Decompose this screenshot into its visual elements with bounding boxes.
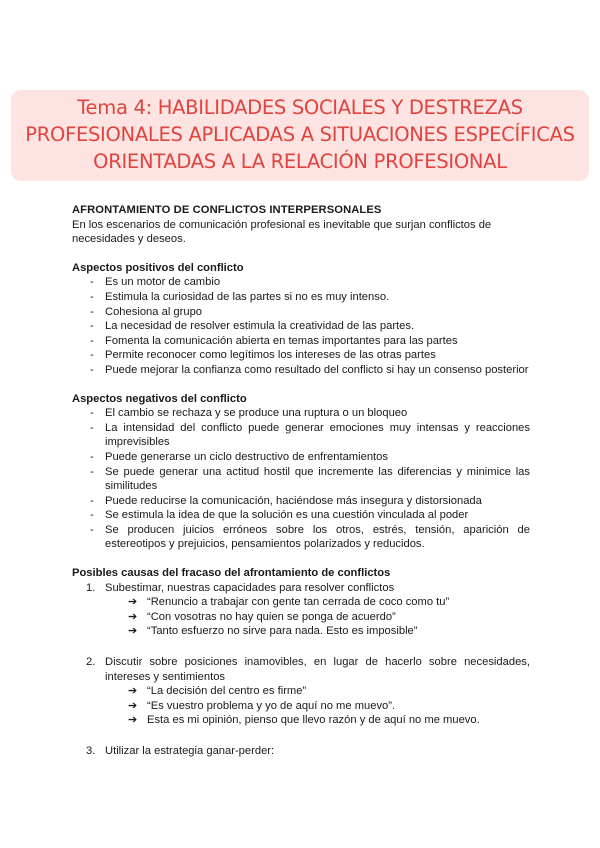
cause-text: Discutir sobre posiciones inamovibles, en lugar de hacerlo sobre necesidades, intereses y sentimientos	[105, 656, 530, 683]
dash-bullet: -	[90, 363, 94, 376]
positives-heading: Aspectos positivos del conflicto	[72, 261, 244, 274]
dash-bullet: -	[90, 407, 94, 420]
title-highlight	[11, 90, 588, 181]
list-item: - Es un motor de cambio	[90, 276, 221, 289]
list-item: - Cohesiona al grupo	[90, 305, 203, 318]
positives-list	[72, 275, 530, 377]
cause-text: Utilizar la estrategia ganar-perder:	[105, 745, 275, 757]
list-item: - Se puede generar una actitud hostil que incremente las diferencias y minimice las similitudes	[90, 465, 530, 493]
list-item: - La necesidad de resolver estimula la creatividad de las partes.	[90, 320, 415, 333]
dash-bullet: -	[90, 465, 94, 478]
page-title-line-2: PROFESIONALES APLICADAS A SITUACIONES ESPECÍFICAS	[25, 123, 575, 146]
quote-list	[72, 595, 530, 639]
list-item: ➔ “La decisión del centro es firme”	[128, 685, 307, 698]
list-number: 1.	[86, 581, 96, 594]
quote-list	[72, 684, 530, 728]
title-area	[0, 90, 600, 181]
dash-bullet: -	[90, 421, 94, 434]
arrow-right-icon: ➔	[128, 699, 138, 712]
list-item	[72, 655, 530, 728]
dash-bullet: -	[90, 305, 94, 318]
dash-bullet: -	[90, 334, 94, 347]
list-item: - La intensidad del conflicto puede generar emociones muy intensas y reacciones imprevisibles	[90, 421, 530, 449]
arrow-right-icon: ➔	[128, 714, 138, 727]
list-item: ➔ “Tanto esfuerzo no sirve para nada. Esto es imposible”	[128, 625, 418, 638]
dash-bullet: -	[90, 494, 94, 507]
dash-bullet: -	[90, 509, 94, 522]
dash-bullet: -	[90, 450, 94, 463]
list-item: ➔ “Es vuestro problema y yo de aquí no me muevo”.	[128, 699, 396, 712]
section-heading: AFRONTAMIENTO DE CONFLICTOS INTERPERSONALES	[72, 204, 382, 216]
negatives-list	[72, 406, 530, 552]
arrow-right-icon: ➔	[128, 685, 138, 698]
causes-heading: Posibles causas del fracaso del afrontamiento de conflictos	[72, 567, 391, 580]
list-item: - Permite reconocer como legítimos los intereses de las otras partes	[90, 349, 436, 362]
dash-bullet: -	[90, 523, 94, 536]
arrow-right-icon: ➔	[128, 625, 138, 638]
list-item: - Puede mejorar la confianza como resultado del conflicto si hay un consenso posterior	[90, 363, 529, 376]
list-number: 2.	[86, 656, 96, 669]
dash-bullet: -	[90, 290, 94, 303]
dash-bullet: -	[90, 276, 94, 289]
dash-bullet: -	[90, 349, 94, 362]
list-item	[72, 744, 530, 759]
section-intro: En los escenarios de comunicación profesional es inevitable que surjan conflictos de necesidades y deseos.	[72, 218, 492, 246]
document-body	[72, 203, 530, 759]
list-item: - Estimula la curiosidad de las partes si no es muy intenso.	[90, 290, 390, 303]
arrow-right-icon: ➔	[128, 610, 138, 623]
negatives-heading: Aspectos negativos del conflicto	[72, 392, 247, 405]
arrow-right-icon: ➔	[128, 596, 138, 609]
list-item: - El cambio se rechaza y se produce una ruptura o un bloqueo	[90, 407, 408, 420]
list-item: - Fomenta la comunicación abierta en temas importantes para las partes	[90, 334, 458, 347]
list-item: ➔ Esta es mi opinión, pienso que llevo razón y de aquí no me muevo.	[128, 714, 480, 727]
list-item: ➔ “Con vosotras no hay quien se ponga de acuerdo”	[128, 610, 396, 623]
causes-list	[72, 581, 530, 759]
spacer	[72, 728, 530, 744]
list-item: - Se estimula la idea de que la solución es una cuestión vinculada al poder	[90, 509, 469, 522]
list-item: - Puede generarse un ciclo destructivo de enfrentamientos	[90, 450, 388, 463]
cause-text: Subestimar, nuestras capacidades para resolver conflictos	[105, 581, 395, 594]
page-title-line-1: Tema 4: HABILIDADES SOCIALES Y DESTREZAS	[77, 96, 523, 119]
list-item	[72, 581, 530, 639]
list-item: ➔ “Renuncio a trabajar con gente tan cerrada de coco como tu”	[128, 596, 450, 609]
list-item: - Se producen juicios erróneos sobre los otros, estrés, tensión, aparición de estereotipos y prejuicios, pensamientos polarizados y reducidos.	[90, 523, 530, 551]
dash-bullet: -	[90, 320, 94, 333]
list-item: - Puede reducirse la comunicación, haciéndose más insegura y distorsionada	[90, 494, 482, 507]
page-title-line-3: ORIENTADAS A LA RELACIÓN PROFESIONAL	[93, 150, 507, 173]
spacer	[72, 639, 530, 655]
list-number: 3.	[86, 745, 96, 757]
